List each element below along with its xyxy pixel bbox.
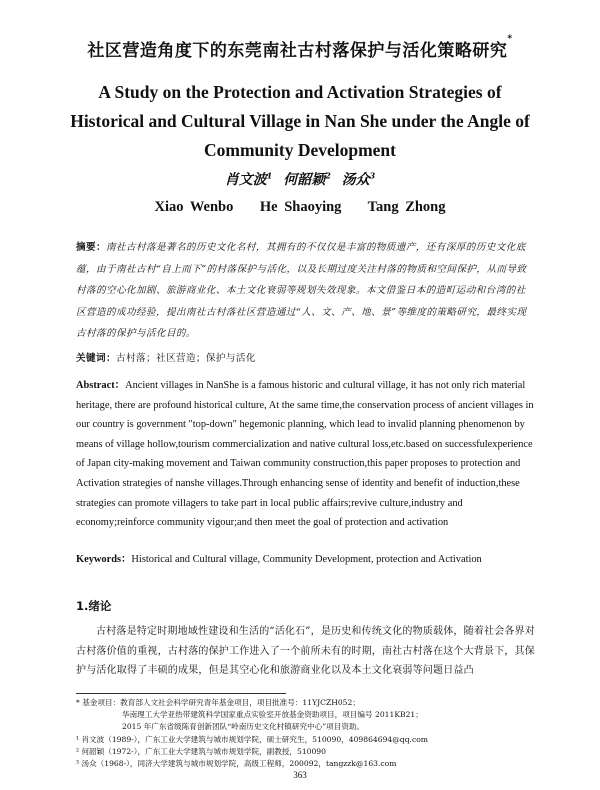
footnotes [76,697,546,770]
chinese-keywords-text: 古村落；社区营造；保护与活化 [115,353,256,364]
english-keywords-label: Keywords： [76,554,132,565]
page-number: 363 [293,770,307,780]
footnote-divider [76,693,286,694]
section-heading: 1.绪论 [76,599,112,613]
author-cn-1: 肖文波$^1$ [224,170,273,188]
footnote-funding-3: 2015 年广东省级陈育创新团队“岭南历史文化村镇研究中心”项目资助。 [122,722,365,732]
english-abstract-text: Ancient villages in NanShe is a famous historic and cultural village, it has not only rich material heritage, there are profound historical culture, At the same time,the conservation process of ancient villages in our country is government "top-down" hegemonic planning, which lead to invalid planning phenomenon by means of village hollow,tourism commercialization and native cultural loss,etc.based on successfulexperience of Japan city-making movement and Taiwan community construction,this paper proposes to protection and Activation strategies of nanshe villages.Through enhancing sense of identity and benefit of induction,these strategies can promote villagers to take part in local public affairs;revive culture,industry and economy;reinforce community vigour;and then meet the goal of protection and activation [76,380,534,529]
footnote-author-2: ² 何韶颖（1972-），广东工业大学建筑与城市规划学院，副教授，510090 [76,746,326,756]
english-keywords-text: Historical and Cultural village, Community Development, protection and Activation [131,554,482,565]
footnote-author-3: ³ 汤众（1968-），同济大学建筑与城市规划学院，高级工程师，200092，tangzzk@163.com [76,759,397,769]
chinese-abstract [76,237,532,345]
footnote-funding: * 基金项目：教育部人文社会科学研究青年基金项目，项目批准号：11YJCZH052； [76,698,360,707]
chinese-keywords [76,350,532,364]
chinese-title-text: 社区营造角度下的东莞南社古村落保护与活化策略研究 [87,41,508,61]
english-abstract-label: Abstract： [76,380,126,391]
english-abstract [76,376,536,533]
footnote-funding-2: 华南理工大学亚热带建筑科学国家重点实验室开放基金资助项目，项目编号 2011KB21； [122,710,423,720]
english-title: A Study on the Protection and Activation Strategies of Historical and Cultural Village in Nan She under the Angle of Community Development [70,82,530,160]
chinese-abstract-label: 摘要： [76,242,106,253]
chinese-authors [0,169,600,189]
title-footnote-mark: * [507,34,513,44]
chinese-keywords-label: 关键词： [76,353,116,364]
english-keywords [76,550,536,565]
english-authors: Xiao Wenbo He Shaoying Tang Zhong [154,199,446,215]
chinese-title [0,36,600,61]
chinese-abstract-text: 南社古村落是著名的历史文化名村，其拥有的不仅仅是丰富的物质遗产，还有深厚的历史文化底蕴，由于南社古村“自上而下”的村落保护与活化，以及长期过度关注村落的物质和空间保护，从而导致村落的空心化加剧、旅游商业化、本土文化衰弱等规划失效现象。本文借鉴日本的造町运动和台湾的社区营造的成功经验，提出南社古村落社区营造通过“人、文、产、地、景”等维度的策略研究，最终实现古村落的保护与活化目的。 [76,242,527,339]
author-cn-2: 何韶颖$^2$ [283,170,331,188]
author-cn-3: 汤众$^3$ [341,170,376,188]
body-paragraph: 古村落是特定时期地域性建设和生活的“活化石”，是历史和传统文化的物质载体，随着社会各界对古村落价值的重视，古村落的保护工作进入了一个前所未有的时期，南社古村落在这个大背景下，其保护与活化取得了丰硕的成果，但是其空心化和旅游商业化以及本土文化衰弱等问题日益凸 [76,626,536,677]
footnote-author-1: ¹ 肖文波（1989-），广东工业大学建筑与城市规划学院，硕士研究生，510090，409864694@qq.com [76,734,428,744]
